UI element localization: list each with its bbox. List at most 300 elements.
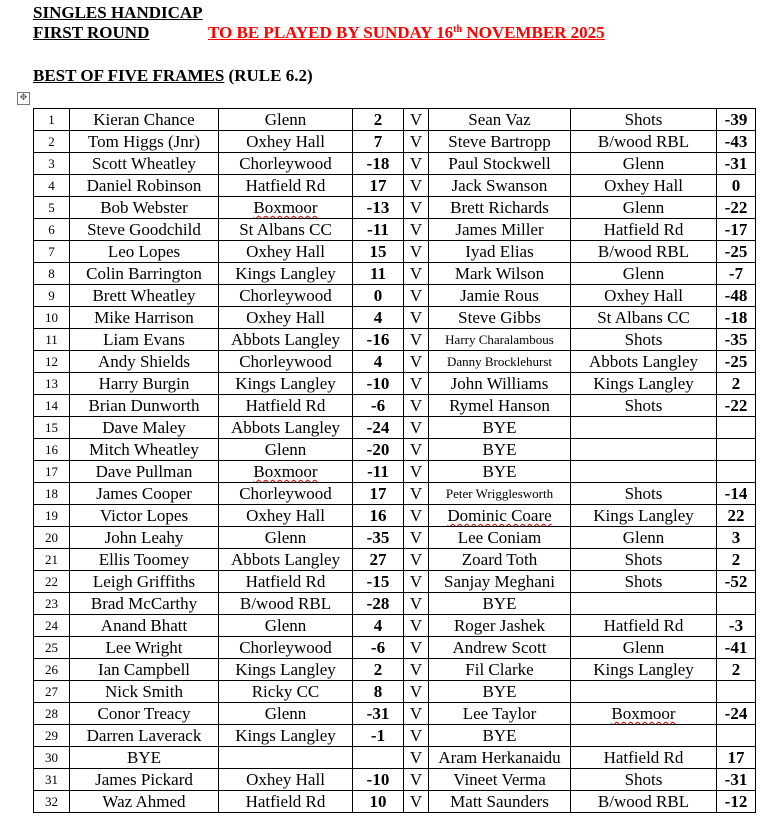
match-number: 8 — [34, 263, 70, 285]
player-one-handicap: 2 — [353, 109, 404, 131]
table-move-handle-icon[interactable]: ✥ — [17, 92, 30, 105]
player-one-handicap: -15 — [353, 571, 404, 593]
match-row — [34, 637, 756, 659]
player-one-name: Dave Pullman — [70, 461, 219, 483]
player-one-club: Glenn — [219, 439, 353, 461]
player-one-name: Harry Burgin — [70, 373, 219, 395]
spellcheck-flagged-text: Boxmoor — [611, 704, 676, 723]
match-row — [34, 681, 756, 703]
player-one-club: Abbots Langley — [219, 549, 353, 571]
player-one-club: Chorleywood — [219, 153, 353, 175]
player-two-name: Steve Gibbs — [429, 307, 571, 329]
match-number: 27 — [34, 681, 70, 703]
player-one-name: Lee Wright — [70, 637, 219, 659]
player-two-handicap: 0 — [717, 175, 756, 197]
player-two-name: Matt Saunders — [429, 791, 571, 813]
player-one-handicap: -1 — [353, 725, 404, 747]
player-one-name: James Cooper — [70, 483, 219, 505]
player-two-club — [571, 461, 717, 483]
match-number: 20 — [34, 527, 70, 549]
player-one-club: Chorleywood — [219, 637, 353, 659]
player-two-name — [429, 505, 571, 527]
match-row — [34, 769, 756, 791]
match-row — [34, 153, 756, 175]
player-one-club: Oxhey Hall — [219, 769, 353, 791]
match-number: 22 — [34, 571, 70, 593]
player-one-handicap: 11 — [353, 263, 404, 285]
player-two-club: Shots — [571, 571, 717, 593]
player-two-handicap: -3 — [717, 615, 756, 637]
player-two-name: John Williams — [429, 373, 571, 395]
player-two-club — [571, 681, 717, 703]
versus-label: V — [404, 637, 429, 659]
player-two-club: Shots — [571, 483, 717, 505]
player-one-club: Chorleywood — [219, 483, 353, 505]
player-two-handicap: -7 — [717, 263, 756, 285]
player-two-name: Vineet Verma — [429, 769, 571, 791]
player-one-name: Leigh Griffiths — [70, 571, 219, 593]
player-one-handicap: 2 — [353, 659, 404, 681]
match-row — [34, 263, 756, 285]
player-two-club: Glenn — [571, 637, 717, 659]
player-one-club: Kings Langley — [219, 659, 353, 681]
player-one-name: Liam Evans — [70, 329, 219, 351]
player-one-handicap: 4 — [353, 615, 404, 637]
match-number: 3 — [34, 153, 70, 175]
player-one-handicap: 17 — [353, 175, 404, 197]
player-two-name: Sean Vaz — [429, 109, 571, 131]
match-number: 10 — [34, 307, 70, 329]
player-two-handicap: 2 — [717, 549, 756, 571]
player-one-club: Kings Langley — [219, 263, 353, 285]
player-two-name: Zoard Toth — [429, 549, 571, 571]
player-two-handicap: -17 — [717, 219, 756, 241]
match-number: 17 — [34, 461, 70, 483]
player-two-name: BYE — [429, 417, 571, 439]
versus-label: V — [404, 417, 429, 439]
player-one-club: Chorleywood — [219, 285, 353, 307]
player-one-handicap: -24 — [353, 417, 404, 439]
player-one-club: Hatfield Rd — [219, 791, 353, 813]
player-one-handicap: 15 — [353, 241, 404, 263]
match-number: 29 — [34, 725, 70, 747]
versus-label: V — [404, 241, 429, 263]
player-one-handicap: 27 — [353, 549, 404, 571]
versus-label: V — [404, 571, 429, 593]
match-row — [34, 439, 756, 461]
match-row — [34, 527, 756, 549]
match-number: 19 — [34, 505, 70, 527]
versus-label: V — [404, 681, 429, 703]
match-number: 7 — [34, 241, 70, 263]
match-format — [33, 66, 313, 86]
player-one-name: Brad McCarthy — [70, 593, 219, 615]
player-two-handicap: -22 — [717, 395, 756, 417]
player-one-handicap: -10 — [353, 373, 404, 395]
player-two-name: Fil Clarke — [429, 659, 571, 681]
player-two-club: St Albans CC — [571, 307, 717, 329]
versus-label: V — [404, 659, 429, 681]
player-two-handicap: -31 — [717, 153, 756, 175]
player-one-handicap: 16 — [353, 505, 404, 527]
versus-label: V — [404, 329, 429, 351]
match-row — [34, 461, 756, 483]
player-one-club: B/wood RBL — [219, 593, 353, 615]
player-two-club: Abbots Langley — [571, 351, 717, 373]
player-two-club: Hatfield Rd — [571, 747, 717, 769]
player-two-handicap: -39 — [717, 109, 756, 131]
versus-label: V — [404, 593, 429, 615]
round-title: FIRST ROUND — [33, 23, 150, 42]
versus-label: V — [404, 505, 429, 527]
deadline-text: TO BE PLAYED BY SUNDAY 16 — [208, 23, 454, 42]
versus-label: V — [404, 725, 429, 747]
player-one-name: Brett Wheatley — [70, 285, 219, 307]
match-number: 28 — [34, 703, 70, 725]
player-one-handicap: -31 — [353, 703, 404, 725]
player-one-club: Kings Langley — [219, 373, 353, 395]
versus-label: V — [404, 395, 429, 417]
player-two-name: Lee Taylor — [429, 703, 571, 725]
versus-label: V — [404, 769, 429, 791]
player-two-club: B/wood RBL — [571, 791, 717, 813]
player-two-handicap — [717, 593, 756, 615]
match-number: 4 — [34, 175, 70, 197]
player-two-handicap: 2 — [717, 373, 756, 395]
player-two-handicap: -31 — [717, 769, 756, 791]
spellcheck-flagged-text: Boxmoor — [253, 198, 318, 217]
competition-title: SINGLES HANDICAP — [33, 3, 203, 22]
versus-label: V — [404, 153, 429, 175]
versus-label: V — [404, 307, 429, 329]
player-two-name: Andrew Scott — [429, 637, 571, 659]
player-one-name: Mitch Wheatley — [70, 439, 219, 461]
player-one-club: Glenn — [219, 703, 353, 725]
player-one-handicap: -13 — [353, 197, 404, 219]
versus-label: V — [404, 527, 429, 549]
player-one-handicap: 0 — [353, 285, 404, 307]
player-one-name: Conor Treacy — [70, 703, 219, 725]
player-two-club: Glenn — [571, 527, 717, 549]
player-one-handicap: -18 — [353, 153, 404, 175]
player-one-handicap: 7 — [353, 131, 404, 153]
player-two-handicap: 3 — [717, 527, 756, 549]
player-two-club: Oxhey Hall — [571, 285, 717, 307]
player-two-handicap: -43 — [717, 131, 756, 153]
player-one-club: Glenn — [219, 109, 353, 131]
match-number: 32 — [34, 791, 70, 813]
match-number: 25 — [34, 637, 70, 659]
player-two-name: BYE — [429, 593, 571, 615]
match-row — [34, 417, 756, 439]
player-two-name: Danny Brocklehurst — [429, 351, 571, 373]
match-row — [34, 725, 756, 747]
match-number: 24 — [34, 615, 70, 637]
player-one-name: Colin Barrington — [70, 263, 219, 285]
player-two-handicap — [717, 417, 756, 439]
player-one-name: Anand Bhatt — [70, 615, 219, 637]
versus-label: V — [404, 703, 429, 725]
player-one-handicap: -6 — [353, 395, 404, 417]
match-row — [34, 131, 756, 153]
match-row — [34, 109, 756, 131]
player-two-handicap — [717, 725, 756, 747]
match-number: 14 — [34, 395, 70, 417]
player-two-club: B/wood RBL — [571, 131, 717, 153]
player-one-handicap — [353, 747, 404, 769]
match-number: 16 — [34, 439, 70, 461]
player-one-club: Oxhey Hall — [219, 241, 353, 263]
player-one-club: Kings Langley — [219, 725, 353, 747]
player-two-handicap: -41 — [717, 637, 756, 659]
match-row — [34, 373, 756, 395]
player-one-name: Brian Dunworth — [70, 395, 219, 417]
player-two-club: Glenn — [571, 263, 717, 285]
player-two-club: Shots — [571, 769, 717, 791]
match-number: 18 — [34, 483, 70, 505]
match-row — [34, 791, 756, 813]
versus-label: V — [404, 263, 429, 285]
player-two-handicap — [717, 461, 756, 483]
player-one-handicap: -11 — [353, 461, 404, 483]
spellcheck-flagged-text: Dominic Coare — [447, 506, 552, 525]
player-one-handicap: -6 — [353, 637, 404, 659]
match-row — [34, 747, 756, 769]
player-one-name: Ian Campbell — [70, 659, 219, 681]
player-two-name: BYE — [429, 725, 571, 747]
player-one-club — [219, 461, 353, 483]
match-row — [34, 395, 756, 417]
player-one-name: Bob Webster — [70, 197, 219, 219]
player-two-name: Lee Coniam — [429, 527, 571, 549]
player-one-name: Mike Harrison — [70, 307, 219, 329]
match-row — [34, 285, 756, 307]
player-one-club: Oxhey Hall — [219, 131, 353, 153]
player-two-handicap: -35 — [717, 329, 756, 351]
player-two-name: BYE — [429, 461, 571, 483]
player-two-name: Steve Bartropp — [429, 131, 571, 153]
player-two-club: Shots — [571, 109, 717, 131]
player-two-club: B/wood RBL — [571, 241, 717, 263]
player-two-club: Glenn — [571, 153, 717, 175]
player-two-handicap: -25 — [717, 351, 756, 373]
match-number: 21 — [34, 549, 70, 571]
player-one-name: James Pickard — [70, 769, 219, 791]
deadline-ordinal: th — [453, 24, 463, 35]
player-two-handicap: -52 — [717, 571, 756, 593]
player-one-club: Abbots Langley — [219, 329, 353, 351]
player-one-handicap: 10 — [353, 791, 404, 813]
player-two-club: Hatfield Rd — [571, 219, 717, 241]
player-one-club — [219, 197, 353, 219]
match-number: 26 — [34, 659, 70, 681]
player-one-name: John Leahy — [70, 527, 219, 549]
player-two-club — [571, 593, 717, 615]
player-one-handicap: -16 — [353, 329, 404, 351]
player-two-name: BYE — [429, 681, 571, 703]
match-row — [34, 703, 756, 725]
match-number: 9 — [34, 285, 70, 307]
match-number: 13 — [34, 373, 70, 395]
player-two-handicap: -18 — [717, 307, 756, 329]
match-row — [34, 615, 756, 637]
versus-label: V — [404, 791, 429, 813]
player-one-club: Hatfield Rd — [219, 395, 353, 417]
deadline-month-year: NOVEMBER 2025 — [462, 23, 605, 42]
player-two-name: Brett Richards — [429, 197, 571, 219]
player-two-handicap: -22 — [717, 197, 756, 219]
rule-reference: (RULE 6.2) — [224, 66, 313, 85]
versus-label: V — [404, 373, 429, 395]
match-number: 15 — [34, 417, 70, 439]
player-two-club: Kings Langley — [571, 659, 717, 681]
player-one-name: Leo Lopes — [70, 241, 219, 263]
player-one-name: Nick Smith — [70, 681, 219, 703]
player-two-name: Aram Herkanaidu — [429, 747, 571, 769]
player-two-handicap: 22 — [717, 505, 756, 527]
player-one-club: Hatfield Rd — [219, 175, 353, 197]
versus-label: V — [404, 351, 429, 373]
player-one-name: Ellis Toomey — [70, 549, 219, 571]
match-row — [34, 351, 756, 373]
match-row — [34, 241, 756, 263]
player-one-name: Daniel Robinson — [70, 175, 219, 197]
player-two-handicap: -12 — [717, 791, 756, 813]
player-two-handicap: -25 — [717, 241, 756, 263]
player-two-name: Jack Swanson — [429, 175, 571, 197]
player-two-name: Sanjay Meghani — [429, 571, 571, 593]
match-number: 11 — [34, 329, 70, 351]
player-one-handicap: -28 — [353, 593, 404, 615]
player-one-club: Ricky CC — [219, 681, 353, 703]
player-one-name: Darren Laverack — [70, 725, 219, 747]
player-one-name: BYE — [70, 747, 219, 769]
match-row — [34, 549, 756, 571]
player-one-name: Scott Wheatley — [70, 153, 219, 175]
player-two-name: Mark Wilson — [429, 263, 571, 285]
versus-label: V — [404, 747, 429, 769]
player-one-club: Hatfield Rd — [219, 571, 353, 593]
player-one-name: Tom Higgs (Jnr) — [70, 131, 219, 153]
player-two-club: Shots — [571, 329, 717, 351]
player-one-club: Abbots Langley — [219, 417, 353, 439]
match-row — [34, 197, 756, 219]
player-two-name: Rymel Hanson — [429, 395, 571, 417]
play-by-deadline — [208, 23, 605, 43]
player-one-name: Dave Maley — [70, 417, 219, 439]
versus-label: V — [404, 285, 429, 307]
player-two-club — [571, 439, 717, 461]
versus-label: V — [404, 483, 429, 505]
versus-label: V — [404, 615, 429, 637]
match-row — [34, 329, 756, 351]
match-number: 12 — [34, 351, 70, 373]
match-number: 1 — [34, 109, 70, 131]
match-number: 31 — [34, 769, 70, 791]
player-two-club — [571, 725, 717, 747]
match-row — [34, 307, 756, 329]
player-two-name: Paul Stockwell — [429, 153, 571, 175]
player-one-club: Glenn — [219, 527, 353, 549]
versus-label: V — [404, 131, 429, 153]
match-row — [34, 593, 756, 615]
player-one-club: Chorleywood — [219, 351, 353, 373]
match-row — [34, 175, 756, 197]
match-number: 30 — [34, 747, 70, 769]
player-two-name: Peter Wrigglesworth — [429, 483, 571, 505]
player-two-handicap — [717, 439, 756, 461]
match-row — [34, 505, 756, 527]
player-two-name: Iyad Elias — [429, 241, 571, 263]
player-two-handicap: -24 — [717, 703, 756, 725]
versus-label: V — [404, 461, 429, 483]
spellcheck-flagged-text: Boxmoor — [253, 462, 318, 481]
player-one-name: Andy Shields — [70, 351, 219, 373]
match-row — [34, 219, 756, 241]
match-row — [34, 659, 756, 681]
player-one-club: Oxhey Hall — [219, 307, 353, 329]
player-one-club: Glenn — [219, 615, 353, 637]
player-one-name: Steve Goodchild — [70, 219, 219, 241]
player-one-name: Victor Lopes — [70, 505, 219, 527]
player-two-club: Shots — [571, 395, 717, 417]
player-one-name: Kieran Chance — [70, 109, 219, 131]
match-row — [34, 571, 756, 593]
player-two-club: Kings Langley — [571, 373, 717, 395]
versus-label: V — [404, 109, 429, 131]
player-two-club: Kings Langley — [571, 505, 717, 527]
player-two-handicap: -14 — [717, 483, 756, 505]
versus-label: V — [404, 219, 429, 241]
frames-format: BEST OF FIVE FRAMES — [33, 66, 225, 85]
player-two-handicap — [717, 681, 756, 703]
player-one-handicap: 17 — [353, 483, 404, 505]
player-two-name: Harry Charalambous — [429, 329, 571, 351]
player-one-club: Oxhey Hall — [219, 505, 353, 527]
player-one-club: St Albans CC — [219, 219, 353, 241]
match-number: 6 — [34, 219, 70, 241]
versus-label: V — [404, 197, 429, 219]
player-two-club: Oxhey Hall — [571, 175, 717, 197]
match-number: 2 — [34, 131, 70, 153]
player-two-name: Jamie Rous — [429, 285, 571, 307]
player-two-club: Hatfield Rd — [571, 615, 717, 637]
player-two-club — [571, 703, 717, 725]
player-one-handicap: -35 — [353, 527, 404, 549]
player-two-handicap: 17 — [717, 747, 756, 769]
player-two-club: Shots — [571, 549, 717, 571]
player-two-name: James Miller — [429, 219, 571, 241]
player-two-club — [571, 417, 717, 439]
player-one-handicap: 4 — [353, 307, 404, 329]
player-one-handicap: -10 — [353, 769, 404, 791]
player-one-club — [219, 747, 353, 769]
versus-label: V — [404, 175, 429, 197]
player-two-name: Roger Jashek — [429, 615, 571, 637]
match-number: 23 — [34, 593, 70, 615]
versus-label: V — [404, 549, 429, 571]
player-one-handicap: 4 — [353, 351, 404, 373]
player-one-handicap: -20 — [353, 439, 404, 461]
player-two-club: Glenn — [571, 197, 717, 219]
player-two-name: BYE — [429, 439, 571, 461]
player-one-name: Waz Ahmed — [70, 791, 219, 813]
player-two-handicap: -48 — [717, 285, 756, 307]
versus-label: V — [404, 439, 429, 461]
player-one-handicap: -11 — [353, 219, 404, 241]
match-row — [34, 483, 756, 505]
draw-table — [33, 108, 756, 813]
